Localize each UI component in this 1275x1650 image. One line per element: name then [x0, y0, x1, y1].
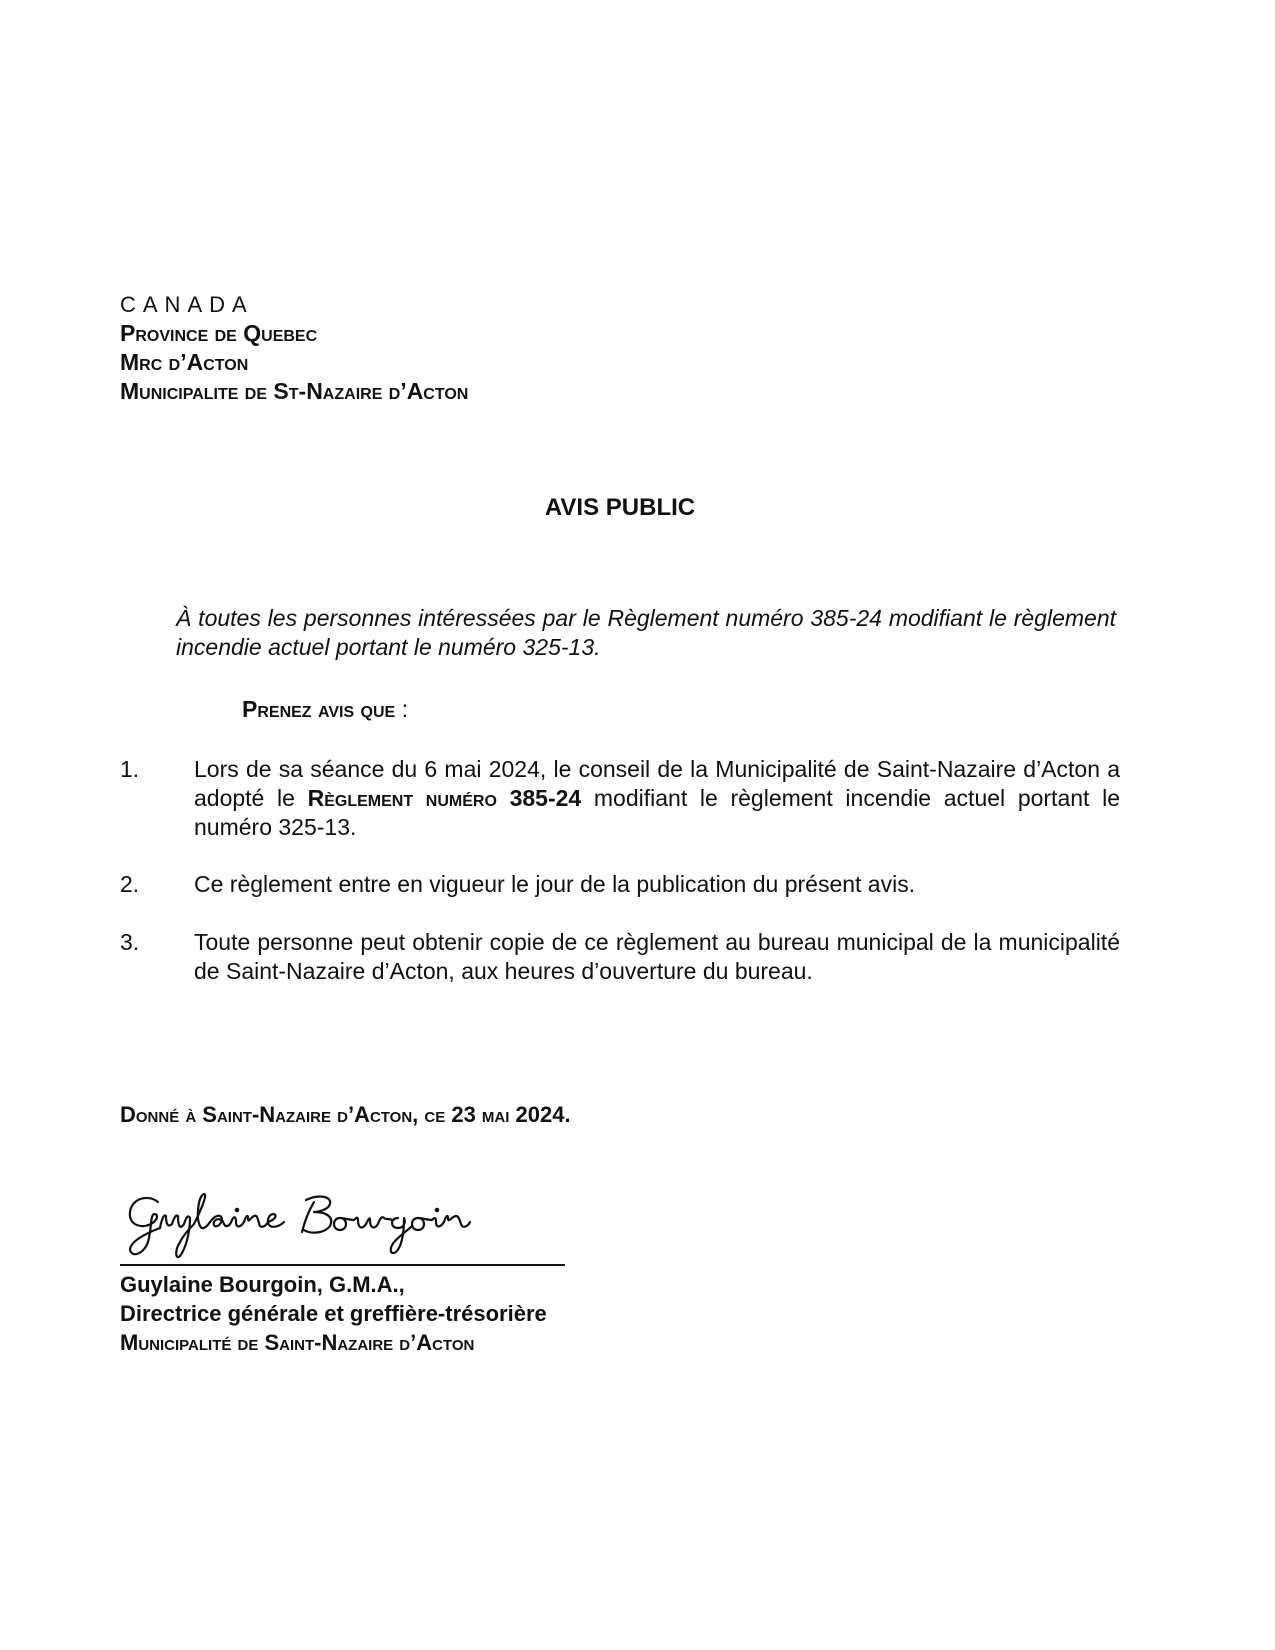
- signature-line: [120, 1264, 565, 1266]
- list-item-number: 2.: [120, 871, 140, 897]
- list-item-text: [194, 755, 1120, 842]
- document-title: AVIS PUBLIC: [544, 494, 696, 521]
- list-item-text: Toute personne peut obtenir copie de ce règlement au bureau municipal de la municipalité de Saint-Nazaire d’Acton, aux heures d’ouverture du bureau.: [194, 929, 1120, 984]
- municipality-line: Municipalite de St-Nazaire d’Acton: [120, 378, 469, 404]
- signatory-block: [120, 1270, 547, 1357]
- list-item-text-part: modifiant le règlement incendie actuel portant le numéro 325-13.: [194, 785, 1121, 840]
- list-item-text: Ce règlement entre en vigueur le jour de la publication du présent avis.: [194, 871, 916, 897]
- notice-suffix: :: [395, 696, 408, 722]
- mrc-line: Mrc d’Acton: [120, 349, 249, 375]
- letterhead: [120, 290, 468, 406]
- bylaw-reference: Règlement numéro 385-24: [307, 785, 582, 811]
- notice-label: Prenez avis que: [242, 696, 396, 722]
- list-item-text-part: Lors de sa séance du 6 mai 2024, le conseil de la Municipalité de Saint-Nazaire d’Acton a adopté le: [194, 756, 1120, 811]
- signatory-organization: Municipalité de Saint-Nazaire d’Acton: [120, 1330, 475, 1355]
- list-item-number: 3.: [120, 929, 140, 955]
- handwritten-signature: [118, 1188, 568, 1262]
- list-item-number: 1.: [120, 756, 140, 782]
- intro-paragraph: À toutes les personnes intéressées par le Règlement numéro 385-24 modifiant le règlement incendie actuel portant le numéro 325-13.: [176, 605, 1116, 660]
- province-line: Province de Quebec: [120, 320, 318, 346]
- signatory-role: Directrice générale et greffière-trésorière: [120, 1301, 547, 1326]
- notice-heading: [242, 696, 408, 723]
- country-line: CANADA: [120, 292, 254, 317]
- signatory-name: Guylaine Bourgoin, G.M.A.,: [120, 1272, 405, 1297]
- given-at-line: Donné à Saint-Nazaire d’Acton, ce 23 mai 2024.: [120, 1102, 571, 1127]
